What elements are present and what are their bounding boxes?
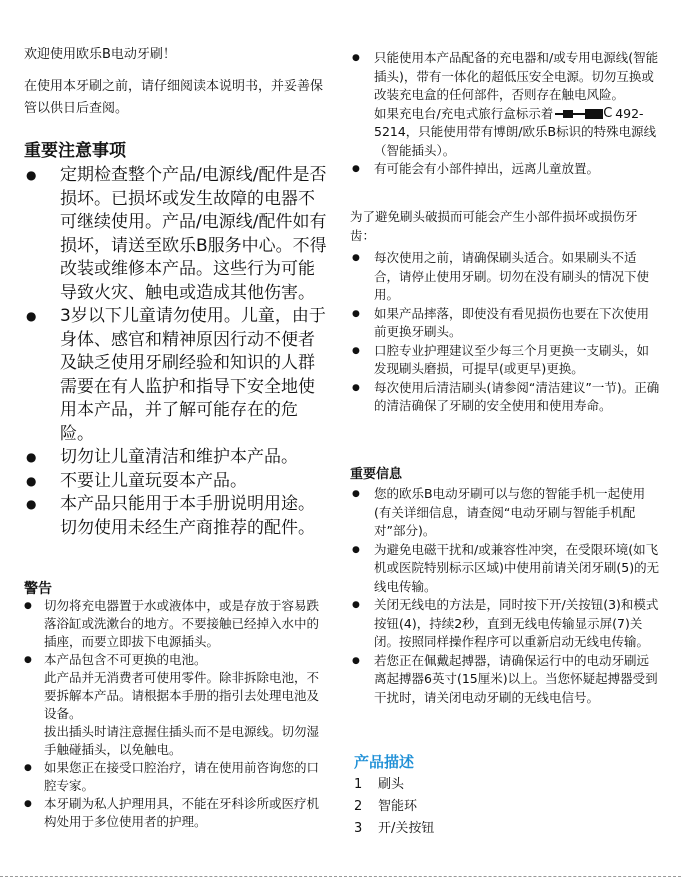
important-heading: 重要注意事项 <box>24 141 126 161</box>
warning-line: ● 本产品包含不可更换的电池。 <box>44 652 207 667</box>
info-list <box>350 485 660 707</box>
warning-heading: 警告 <box>24 581 52 597</box>
list-item: ● 如果产品摔落，即使没有看见损伤也要在下次使用前更换牙刷头。 <box>350 305 660 342</box>
warning-line: ● 如果您正在接受口腔治疗，请在使用前咨询您的口腔专家。 <box>44 760 320 793</box>
part-number: 1 <box>354 777 363 792</box>
product-description-heading: 产品描述 <box>354 753 415 771</box>
list-item: ● 您的欧乐B电动牙刷可以与您的智能手机一起使用(有关详细信息，请查阅“电动牙刷与智能手机配对”部分)。 <box>350 485 660 541</box>
brush-head-list <box>350 249 660 416</box>
product-parts-list <box>354 774 434 840</box>
brush-head-intro: 为了避免刷头破损而可能会产生小部件损坏或损伤牙齿： <box>350 209 638 243</box>
list-item: ● 切勿让儿童清洁和维护本产品。 <box>24 446 328 470</box>
list-item <box>354 796 434 818</box>
part-label: 刷头 <box>378 777 405 792</box>
warning-list <box>24 597 330 831</box>
part-label: 开/关按钮 <box>378 821 435 836</box>
list-item: ● 不要让儿童玩耍本产品。 <box>24 470 328 494</box>
list-item: ● 有可能会有小部件掉出，远离儿童放置。 <box>350 160 660 179</box>
list-item <box>354 818 434 840</box>
part-number: 2 <box>354 799 363 814</box>
part-number: 3 <box>354 821 363 836</box>
important-list <box>24 164 328 540</box>
page-bottom-divider <box>0 876 681 877</box>
list-item: ● 3岁以下儿童请勿使用。儿童，由于身体、感官和精神原因行动不便者及缺乏使用牙刷经验和知识的人群需要在有人监护和指导下安全地使用本产品，并了解可能存在的危险。 <box>24 305 328 446</box>
list-item <box>350 49 660 160</box>
warning-line: 拔出插头时请注意握住插头而不是电源线。切勿湿手触碰插头，以免触电。 <box>44 724 320 757</box>
warning-line: 此产品并无消费者可使用零件。除非拆除电池，不要拆解本产品。请根据本手册的指引去处理电池及设备。 <box>44 670 320 721</box>
list-item: ● 口腔专业护理建议至少每三个月更换一支刷头，如发现刷头磨损，可提早(或更早)更换。 <box>350 342 660 379</box>
charger-note-prefix: 如果充电台/充电式旅行盒标示着 <box>374 105 554 121</box>
charger-note-suffix: 492-5214，只能使用带有博朗/欧乐B标识的特殊电源线（智能插头）。 <box>374 105 657 158</box>
list-item <box>354 774 434 796</box>
list-item: ● 本产品只能用于本手册说明用途。切勿使用未经生产商推荐的配件。 <box>24 493 328 540</box>
list-item <box>24 651 330 759</box>
list-item: ● 若您正在佩戴起搏器，请确保运行中的电动牙刷远离起搏器6英寸(15厘米)以上。当您怀疑起搏器受到干扰时，请关闭电动牙刷的无线电信号。 <box>350 652 660 708</box>
intro-text: 在使用本牙刷之前，请仔细阅读本说明书，并妥善保管以供日后查阅。 <box>24 79 324 116</box>
charger-note <box>374 105 660 161</box>
list-item <box>24 759 330 795</box>
info-heading: 重要信息 <box>350 467 403 482</box>
part-label: 智能环 <box>378 799 418 814</box>
warning-line: ● 本牙刷为私人护理用具，不能在牙科诊所或医疗机构处用于多位使用者的护理。 <box>44 796 320 829</box>
warning-line: ● 切勿将充电器置于水或液体中，或是存放于容易跌落浴缸或洗漱台的地方。不要接触已经掉入水中的插座，而要立即拔下电源插头。 <box>44 598 320 649</box>
list-item: ● 定期检查整个产品/电源线/配件是否损坏。已损坏或发生故障的电器不可继续使用。产品/电源线/配件如有损坏，请送至欧乐B服务中心。不得改装或维修本产品。这些行为可能导致火灾、触电或造成其他伤害。 <box>24 164 328 305</box>
list-item: ● 每次使用之前，请确保刷头适合。如果刷头不适合，请停止使用牙刷。切勿在没有刷头的情况下使用。 <box>350 249 660 305</box>
charger-list <box>350 49 660 179</box>
welcome-text: 欢迎使用欧乐B电动牙刷！ <box>24 47 176 62</box>
list-item: ● 为避免电磁干扰和/或兼容性冲突，在受限环境(如飞机或医院特别标示区域)中使用前请关闭牙刷(5)的无线电传输。 <box>350 541 660 597</box>
list-item <box>24 795 330 831</box>
list-item <box>24 597 330 651</box>
power-plug-icon: C <box>555 108 611 120</box>
list-item: ● 每次使用后清洁刷头(请参阅“清洁建议”一节)。正确的清洁确保了牙刷的安全使用和使用寿命。 <box>350 379 660 416</box>
charger-instruction: 只能使用本产品配备的充电器和/或专用电源线(智能插头)，带有一体化的超低压安全电源。切勿互换或改装充电盒的任何部件，否则存在触电风险。 <box>374 50 659 102</box>
list-item: ● 关闭无线电的方法是，同时按下开/关按钮(3)和模式按钮(4)，持续2秒，直到无线电传输显示屏(7)关闭。按照同样操作程序可以重新启动无线电传输。 <box>350 596 660 652</box>
